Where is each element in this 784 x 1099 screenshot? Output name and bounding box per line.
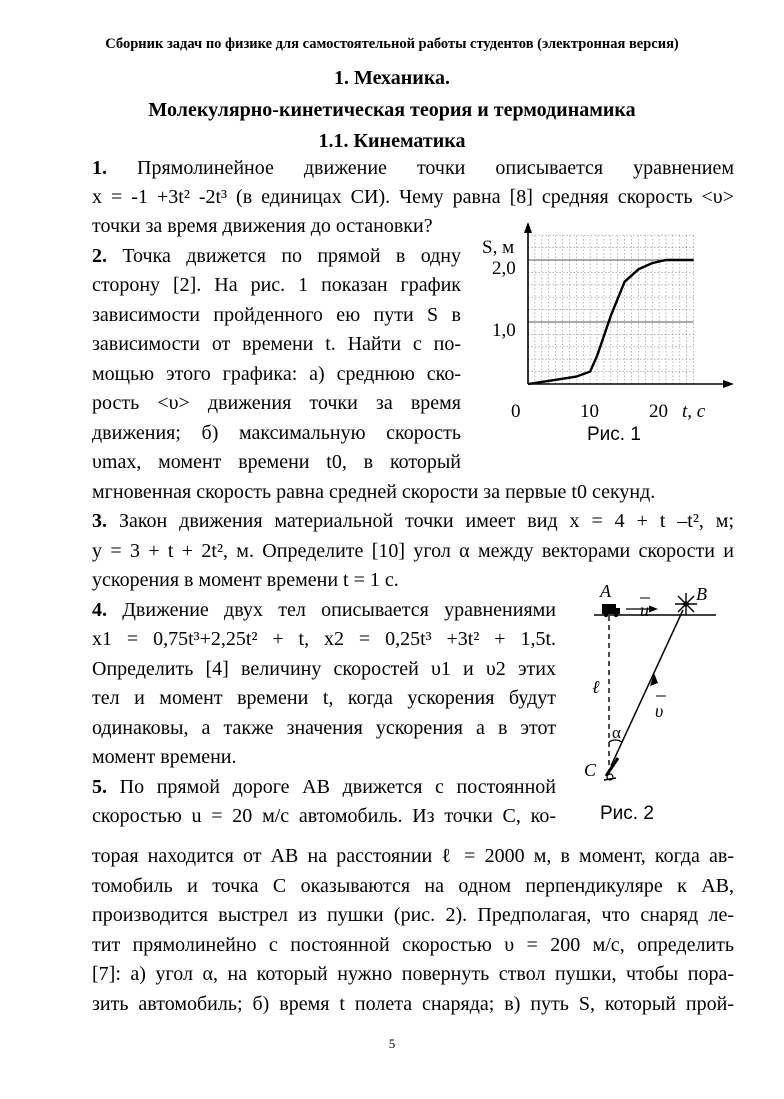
section-title: 1. Механика. [333,67,451,89]
y-axis-label: S, м [482,237,515,258]
arrowhead-icon [649,606,658,613]
x-axis-label: t, с [682,401,706,422]
problem-4-line-4: тел и момент времени t, когда ускорения будут [92,687,556,709]
problem-4-line-1: 4. Движение двух тел описывается уравнениями [92,599,556,621]
section-subtitle: Молекулярно-кинетическая теория и термодинамика [148,99,636,121]
problem-5-line-2: скоростью u = 20 м/с автомобиль. Из точки C, ко- [92,805,556,827]
y-tick-label: 2,0 [492,258,516,279]
x-tick-label: 0 [511,401,521,422]
problem-5-line-1: 5. По прямой дороге AB движется с постоянной [92,776,557,798]
problem-2-line-2: сторону [2]. На рис. 1 показан график [92,274,461,296]
problem-5-line-7: [7]: а) угол α, на который нужно повернуть ствол пушки, чтобы пора- [92,963,734,985]
running-header: Сборник задач по физике для самостоятельной работы студентов (электронная версия) [105,36,679,52]
problem-3-line-3: ускорения в момент времени t = 1 с. [92,569,399,591]
subsection-title: 1.1. Кинематика [318,130,466,152]
figure-1-graph [476,222,734,427]
x-tick-label: 10 [580,401,599,422]
problem-3-line-1: 3. Закон движения материальной точки имеет вид x = 4 + t –t², м; [92,510,735,532]
label-alpha: α [612,723,621,742]
figure-2-diagram [578,580,728,790]
cannon-icon [604,758,618,780]
x-axis-arrow-icon [723,380,734,388]
x-tick-label: 20 [649,401,668,422]
problem-number: 4. [92,599,107,621]
figure-1-caption: Рис. 1 [587,424,641,445]
problem-number: 2. [92,245,107,267]
y-axis-arrow-icon [524,222,532,233]
y-tick-label: 1,0 [492,320,516,341]
chart-grid [528,235,694,384]
problem-5-line-3: торая находится от AB на расстоянии ℓ = 2000 м, в момент, когда ав- [92,845,734,867]
problem-2-line-1: 2. Точка движется по прямой в одну [92,245,461,267]
figure-2-caption: Рис. 2 [600,803,654,824]
problem-number: 1. [92,157,107,179]
problem-4-line-5: одинаковы, а также значения ускорения a в этот [92,717,556,739]
label-l: ℓ [592,677,600,697]
label-a: A [600,581,611,601]
problem-2-line-8: υmax, момент времени t0, в который [92,451,461,473]
label-c: C [584,760,597,780]
problem-5-line-5: производится выстрел из пушки (рис. 2). Предполагая, что снаряд ле- [92,904,734,926]
problem-4-line-2: x1 = 0,75t³+2,25t² + t, x2 = 0,25t³ +3t² + 1,5t. [92,628,556,650]
problem-2-line-5: мощью этого графика: а) среднюю ско- [92,363,461,385]
problem-2-line-9: мгновенная скорость равна средней скорости за первые t0 секунд. [92,481,656,503]
problem-1-line-2: x = -1 +3t² -2t³ (в единицах СИ). Чему равна [8] средняя скорость <υ> [92,186,734,208]
label-v: υ [655,701,664,721]
problem-2-line-3: зависимости пройденного ею пути S в [92,304,461,326]
problem-2-line-6: рость <υ> движения точки за время [92,392,461,414]
problem-5-line-8: зить автомобиль; б) время t полета снаряда; в) путь S, который прой- [92,993,734,1015]
problem-1-line-3: точки за время движения до остановки? [92,215,433,237]
problem-5-line-4: томобиль и точка C оказываются на одном перпендикуляре к AB, [92,875,734,897]
problem-3-line-2: y = 3 + t + 2t², м. Определите [10] угол α между векторами скорости и [92,540,734,562]
impact-point [683,601,689,607]
problem-number: 5. [92,776,107,798]
trajectory-line [611,610,683,766]
page-number: 5 [388,1036,396,1051]
problem-4-line-6: момент времени. [92,746,237,768]
problem-5-line-6: тит прямолинейно с постоянной скоростью υ = 200 м/с, определить [92,934,734,956]
problem-1-line-1: 1. Прямолинейное движение точки описывается уравнением [92,157,734,179]
problem-2-line-7: движения; б) максимальную скорость [92,422,461,444]
problem-4-line-3: Определить [4] величину скоростей υ1 и υ2 этих [92,658,556,680]
problem-number: 3. [92,510,107,532]
problem-2-line-4: зависимости от времени t. Найти с по- [92,333,461,355]
label-u: u [640,600,649,620]
label-b: B [696,584,707,604]
